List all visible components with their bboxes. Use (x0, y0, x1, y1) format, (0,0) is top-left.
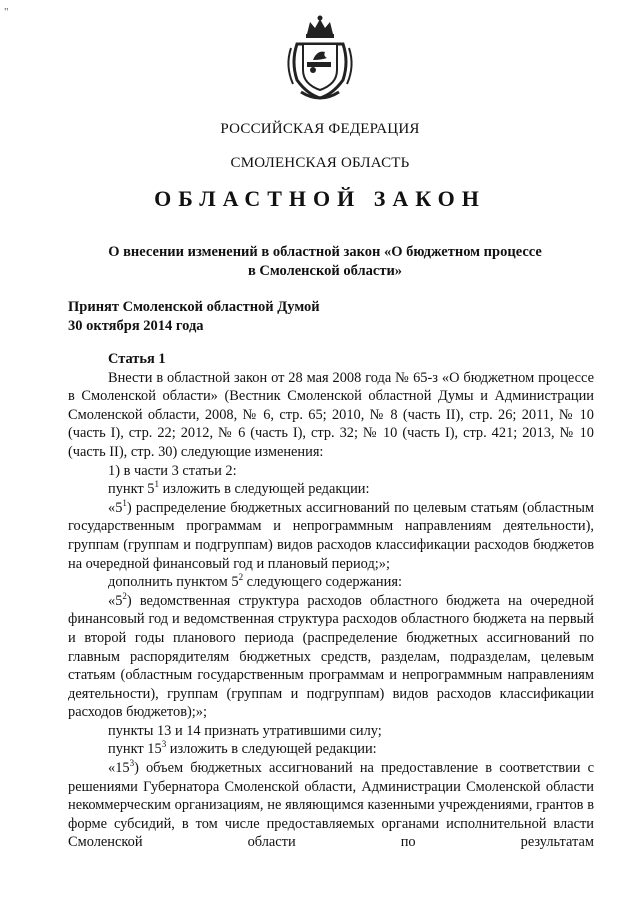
region-heading: СМОЛЕНСКАЯ ОБЛАСТЬ (230, 155, 410, 171)
law-type-title: ОБЛАСТНОЙ ЗАКОН (154, 186, 486, 211)
q3-text: ) объем бюджетных ассигнований на предоставление в соответствии с решениями Губернатора Смоленской области, Администрации Смоленской области некоммерческим организациям, не являющимся казенными учреждениями, грантов в форме субсидий, в том числе предоставляемых органами исполнительной власти Смоленской области по результатам (68, 760, 594, 851)
paragraph-5-2-instruction (68, 573, 594, 592)
law-subject-line-2: в Смоленской области» (247, 263, 403, 279)
p52-sup: 2 (238, 572, 244, 583)
q2-text: ) ведомственная структура расходов областного бюджета на очередной финансовый год и ведомственная структура расходов областного бюджета на первый и второй годы планового периода (распределение бюджетных ассигнований по главным распорядителям бюджетных средств, разделам, подразделам, целевым статьям (областным государственным программам и непрограммным направлениям деятельности), группам (группам и подгруппам) видов расходов классификации расходов бюджетов);»; (68, 592, 594, 721)
p153-post: изложить в следующей редакции: (166, 741, 377, 758)
margin-mark: " (4, 6, 9, 18)
p51-sup: 1 (154, 479, 159, 490)
quote-5-1 (68, 499, 594, 573)
law-subject-line-1: О внесении изменений в областной закон «О бюджетном процессе (108, 244, 542, 260)
adoption-date: 30 октября 2014 года (68, 318, 204, 334)
paragraph-5-1-instruction (68, 480, 594, 499)
law-subject (70, 243, 580, 281)
repeal-instruction: пункты 13 и 14 признать утратившими силу; (108, 722, 382, 739)
q3-sup: 3 (129, 758, 135, 769)
p51-pre: пункт 5 (108, 481, 155, 498)
article-intro: Внести в областной закон от 28 мая 2008 года № 65-з «О бюджетном процессе в Смоленской области» (Вестник Смоленской областной Думы и Администрации Смоленской области, 2008, № 6, стр. 65; 2010, № 8 (часть II), стр. 26; 2011, № 10 (часть I), стр. 22; 2012, № 6 (часть I), стр. 32; № 10 (часть I), стр. 421; 2013, № 10 (часть II), стр. 30) следующие изменения: (68, 369, 594, 460)
quote-15-3 (68, 759, 594, 852)
p51-post: изложить в следующей редакции: (158, 481, 370, 498)
p52-pre: дополнить пунктом 5 (108, 574, 239, 591)
p52-post: следующего содержания: (243, 574, 402, 591)
adoption-info (68, 298, 320, 336)
q2-sup: 2 (122, 590, 127, 601)
adoption-body: Принят Смоленской областной Думой (68, 299, 320, 315)
q3-pre: «15 (108, 760, 130, 777)
federation-heading: РОССИЙСКАЯ ФЕДЕРАЦИЯ (220, 121, 420, 137)
q1-sup: 1 (122, 497, 127, 508)
p153-sup: 3 (161, 739, 167, 750)
coat-of-arms-icon (283, 14, 357, 100)
article-body (68, 350, 594, 852)
p153-pre: пункт 15 (108, 741, 162, 758)
q1-pre: «5 (108, 499, 123, 516)
article-title: Статья 1 (108, 351, 166, 367)
paragraph-15-3-instruction (68, 740, 594, 759)
item-1: 1) в части 3 статьи 2: (108, 462, 237, 479)
quote-5-2 (68, 592, 594, 722)
q2-pre: «5 (108, 592, 123, 609)
q1-text: ) распределение бюджетных ассигнований по целевым статьям (областным государственным программам и непрограммным направлениям деятельности), группам (группам и подгруппам) видов расходов классификации расходов бюджетов на очередной финансовый год и плановый период;»; (68, 499, 594, 572)
